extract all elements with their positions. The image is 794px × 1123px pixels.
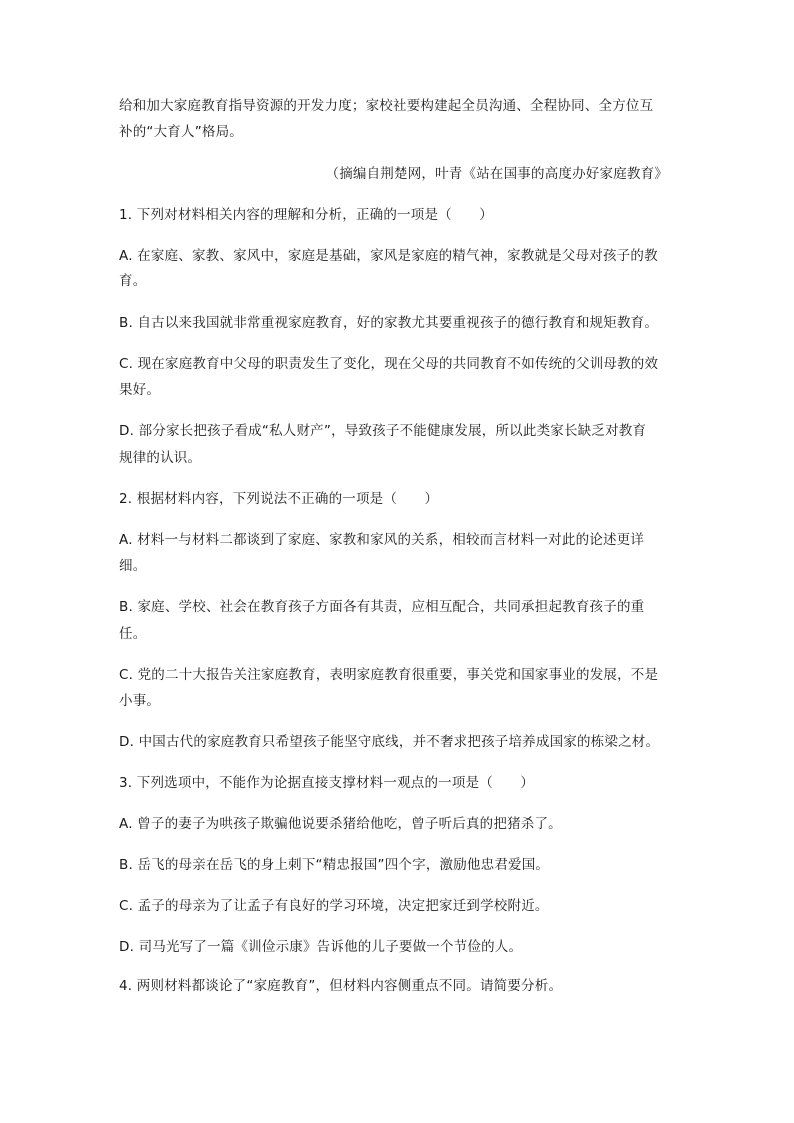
question-3-option-d: D. 司马光写了一篇《训俭示康》告诉他的儿子要做一个节俭的人。: [119, 939, 523, 955]
source-citation: （摘编自荆楚网，叶青《站在国事的高度办好家庭教育》: [325, 166, 668, 182]
question-3-option-c: C. 孟子的母亲为了让孟子有良好的学习环境，决定把家迁到学校附近。: [119, 898, 549, 914]
question-1-option-a-cont: 育。: [119, 273, 147, 289]
intro-line-2: 补的“大育人”格局。: [119, 124, 243, 140]
question-3-stem: 3. 下列选项中，不能作为论据直接支撑材料一观点的一项是（ ）: [119, 775, 535, 791]
question-2-option-c: C. 党的二十大报告关注家庭教育，表明家庭教育很重要，事关党和国家事业的发展，不是: [119, 667, 659, 683]
question-1-option-a: A. 在家庭、家教、家风中，家庭是基础，家风是家庭的精气神，家教就是父母对孩子的教: [119, 248, 658, 264]
question-2-option-a: A. 材料一与材料二都谈到了家庭、家教和家风的关系，相较而言材料一对此的论述更详: [119, 532, 645, 548]
question-1-option-c-cont: 果好。: [119, 382, 161, 398]
question-3-option-a: A. 曾子的妻子为哄孩子欺骗他说要杀猪给他吃，曾子听后真的把猪杀了。: [119, 816, 562, 832]
intro-line-1: 给和加大家庭教育指导资源的开发力度；家校社要构建起全员沟通、全程协同、全方位互: [119, 98, 654, 114]
question-2-option-b-cont: 任。: [119, 626, 147, 642]
question-1-option-d: D. 部分家长把孩子看成“私人财产”，导致孩子不能健康发展，所以此类家长缺乏对教育: [119, 423, 647, 439]
question-2-option-d: D. 中国古代的家庭教育只希望孩子能坚守底线，并不奢求把孩子培养成国家的栋梁之材。: [119, 734, 660, 750]
question-2-stem: 2. 根据材料内容，下列说法不正确的一项是（ ）: [119, 491, 439, 507]
question-1-option-c: C. 现在家庭教育中父母的职责发生了变化，现在父母的共同教育不如传统的父训母教的效: [119, 356, 659, 372]
question-2-option-b: B. 家庭、学校、社会在教育孩子方面各有其责，应相互配合，共同承担起教育孩子的重: [119, 599, 645, 615]
question-2-option-a-cont: 细。: [119, 558, 147, 574]
question-4-stem: 4. 两则材料都谈论了“家庭教育”，但材料内容侧重点不同。请简要分析。: [119, 978, 563, 994]
question-1-stem: 1. 下列对材料相关内容的理解和分析，正确的一项是（ ）: [119, 207, 493, 223]
question-3-option-b: B. 岳飞的母亲在岳飞的身上刺下“精忠报国”四个字，激励他忠君爱国。: [119, 857, 550, 873]
question-1-option-d-cont: 规律的认识。: [119, 450, 202, 466]
question-2-option-c-cont: 小事。: [119, 693, 161, 709]
question-1-option-b: B. 自古以来我国就非常重视家庭教育，好的家教尤其要重视孩子的德行教育和规矩教育。: [119, 315, 659, 331]
